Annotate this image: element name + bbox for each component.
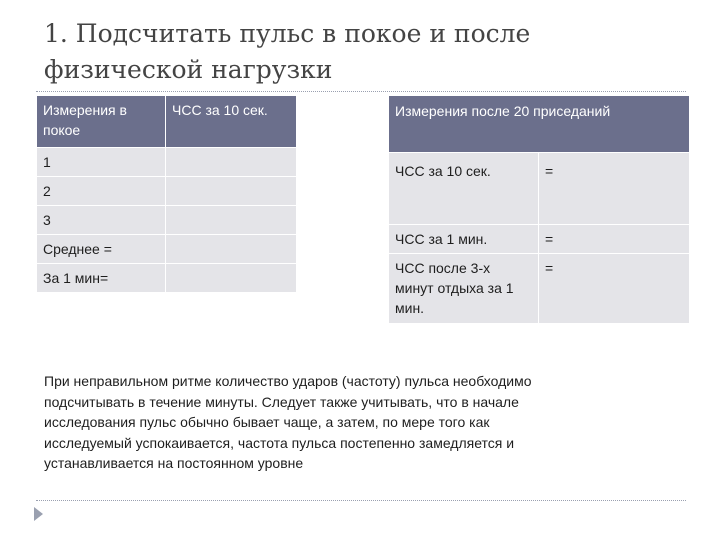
row-label: ЧСС после 3-х минут отдыха за 1 мин. [389, 254, 539, 324]
rest-measurements-table [36, 95, 297, 293]
row-label: 2 [37, 177, 166, 206]
value-cell[interactable] [166, 264, 297, 293]
table-header-row [37, 96, 297, 148]
row-label: ЧСС за 10 сек. [389, 153, 539, 225]
row-label: Среднее = [37, 235, 166, 264]
value-cell[interactable]: = [539, 153, 690, 225]
header-cell-hr-10s: ЧСС за 10 сек. [166, 96, 297, 148]
header-cell-after-squats: Измерения после 20 приседаний [389, 96, 690, 153]
row-label: 3 [37, 206, 166, 235]
pulse-note-paragraph [44, 371, 654, 474]
value-cell[interactable]: = [539, 254, 690, 324]
table-row [389, 254, 690, 324]
post-squats-table [388, 95, 690, 324]
header-cell-measurements: Измерения в покое [37, 96, 166, 148]
note-line: устанавливается на постоянном уровне [44, 455, 304, 471]
value-cell[interactable] [166, 148, 297, 177]
row-label: ЧСС за 1 мин. [389, 225, 539, 254]
value-cell[interactable]: = [539, 225, 690, 254]
value-cell[interactable] [166, 235, 297, 264]
row-label: За 1 мин= [37, 264, 166, 293]
note-line: При неправильном ритме количество ударов (частоту) пульса необходимо [44, 373, 532, 389]
bottom-divider [36, 500, 686, 501]
slide-title [44, 16, 684, 88]
slide-title-line-2: физической нагрузки [44, 55, 333, 84]
table-row [37, 264, 297, 293]
note-line: исследования пульс обычно бывает чаще, а затем, по мере того как [44, 414, 490, 430]
table-row [389, 225, 690, 254]
slide-title-line-1: 1. Подсчитать пульс в покое и после [44, 19, 531, 48]
triangle-bullet-icon [34, 507, 43, 521]
table-row [37, 206, 297, 235]
top-divider [36, 91, 686, 92]
table-row [37, 235, 297, 264]
table-row [37, 148, 297, 177]
table-header-row [389, 96, 690, 153]
table-row [389, 153, 690, 225]
row-label: 1 [37, 148, 166, 177]
note-line: подсчитывать в течение минуты. Следует также учитывать, что в начале [44, 393, 519, 410]
note-line: исследуемый успокаивается, частота пульса постепенно замедляется и [44, 434, 515, 451]
value-cell[interactable] [166, 177, 297, 206]
value-cell[interactable] [166, 206, 297, 235]
table-row [37, 177, 297, 206]
